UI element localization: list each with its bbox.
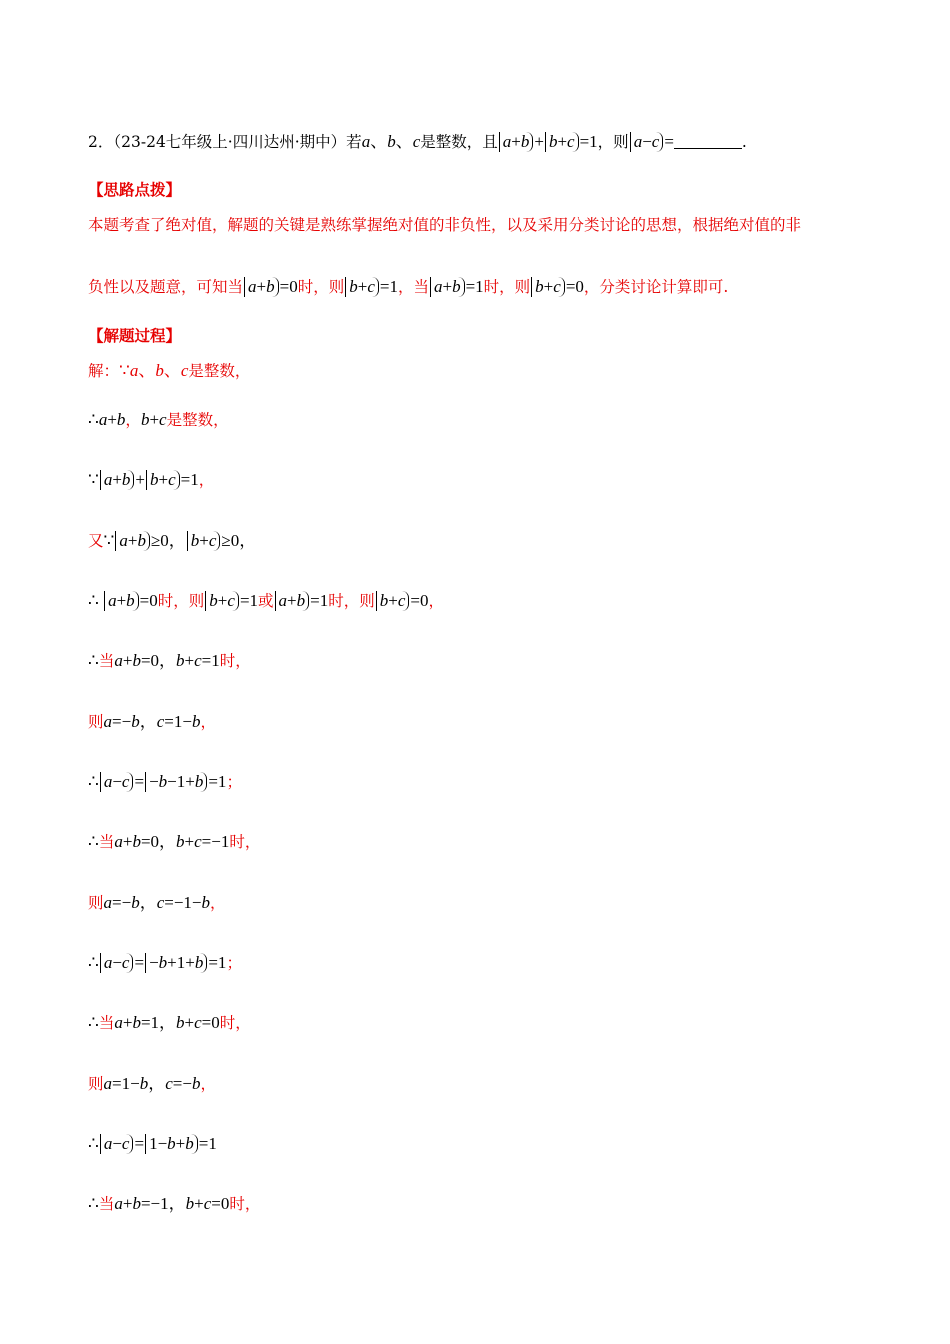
case-3-result: ∴ a−c = 1−b+b =1 <box>88 1134 217 1153</box>
question-source: （23-24七年级上·四川达州·期中） <box>113 133 347 151</box>
case-1-condition: ∴当a+b=0，b+c=1时， <box>88 651 251 670</box>
solution-step-1: 解：∵a、b、c是整数， <box>88 361 251 380</box>
solution-step-2: ∴a+b，b+c是整数， <box>88 410 229 429</box>
question-line: 2．（23-24七年级上·四川达州·期中）若a、b、c是整数，且 a+b + b+c =1，则 a−c = . <box>88 132 747 151</box>
case-3-condition: ∴当a+b=1，b+c=0时， <box>88 1013 251 1032</box>
solution-step-5: ∴ a+b =0时，则 b+c =1或 a+b =1时，则 b+c =0， <box>88 591 445 610</box>
case-2-result: ∴ a−c = −b+1+b =1； <box>88 953 242 972</box>
case-1-result: ∴ a−c = −b−1+b =1； <box>88 772 242 791</box>
analysis-heading: 【思路点拨】 <box>88 180 182 199</box>
case-1-values: 则a=−b，c=1−b， <box>88 712 216 731</box>
solution-heading: 【解题过程】 <box>88 326 182 345</box>
solution-step-3: ∵ a+b + b+c =1， <box>88 470 215 489</box>
case-2-condition: ∴当a+b=0，b+c=−1时， <box>88 832 261 851</box>
solution-step-4: 又∵ a+b ≥0， b+c ≥0， <box>88 531 257 550</box>
case-4-condition: ∴当a+b=−1，b+c=0时， <box>88 1194 261 1213</box>
answer-blank[interactable] <box>674 132 742 149</box>
analysis-line-1: 本题考查了绝对值，解题的关键是熟练掌握绝对值的非负性，以及采用分类讨论的思想，根据绝对值的非 <box>88 216 802 234</box>
case-2-values: 则a=−b，c=−1−b， <box>88 893 226 912</box>
question-number: 2． <box>88 133 114 151</box>
analysis-line-2: 负性以及题意，可知当 a+b =0时，则 b+c =1，当 a+b =1时，则 b+c =0，分类讨论计算即可. <box>88 277 729 296</box>
case-3-values: 则a=1−b，c=−b， <box>88 1074 216 1093</box>
